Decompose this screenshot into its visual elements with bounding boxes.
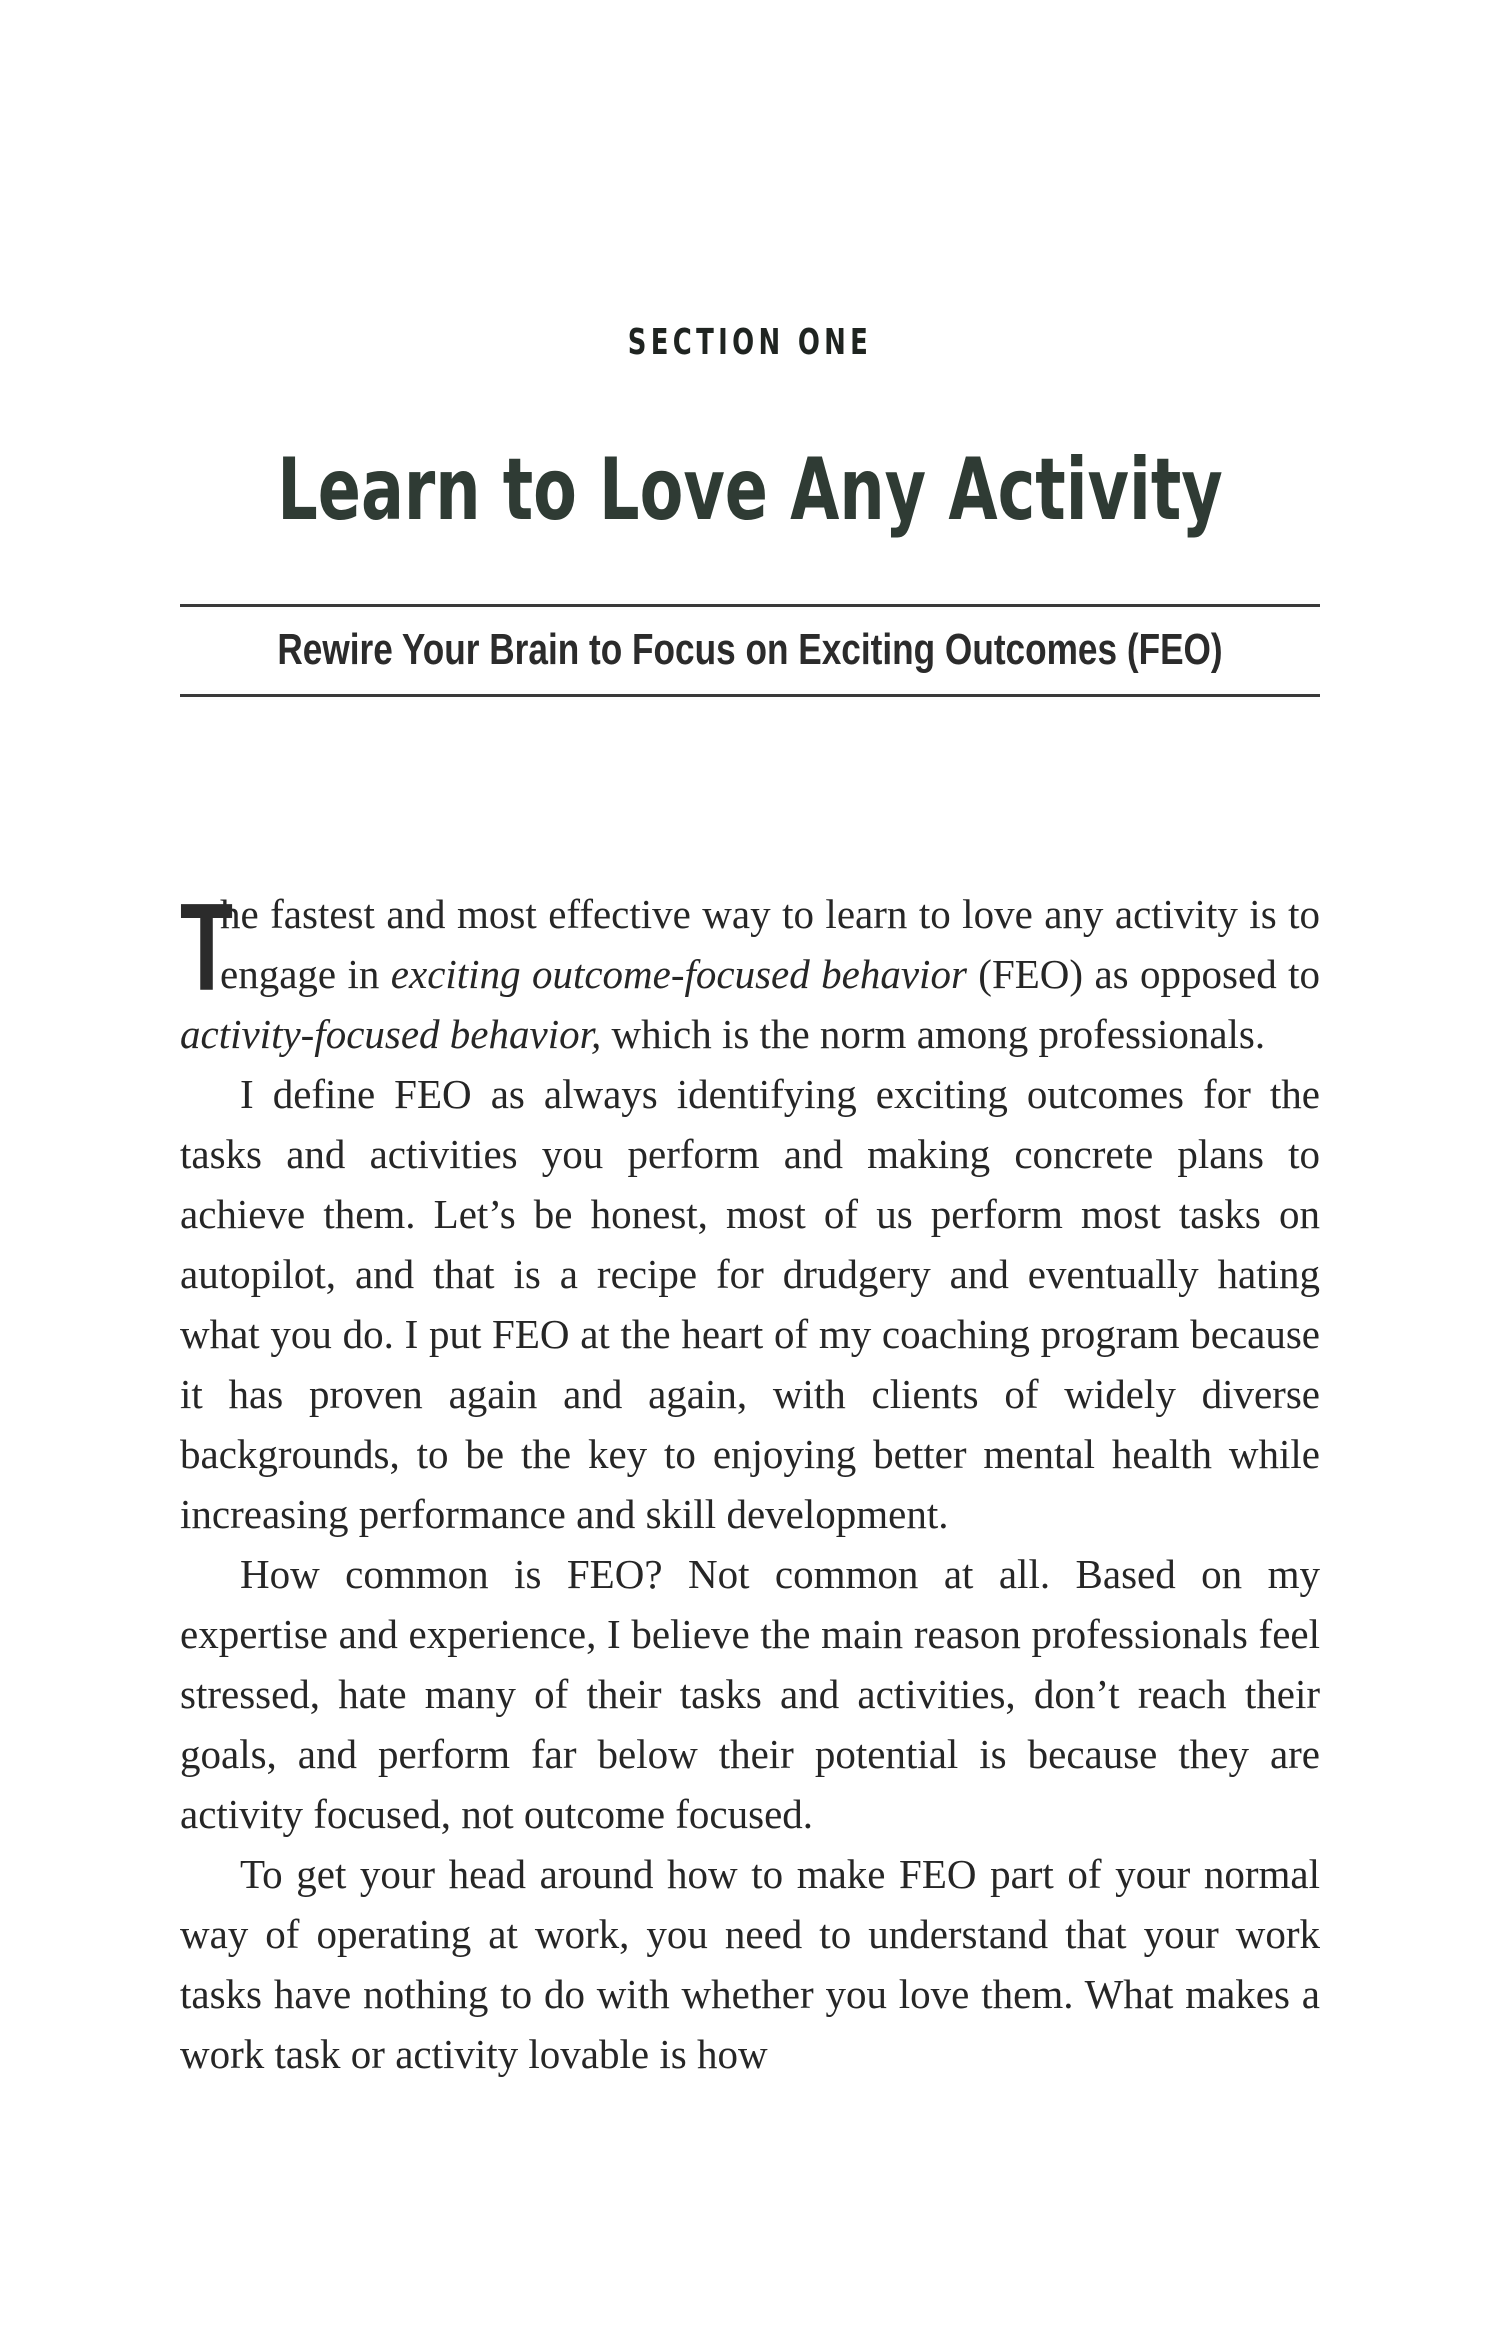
section-label: SECTION ONE — [627, 322, 873, 363]
paragraph-1-text-a: he fastest and most effective way to learn to love any activity is to engage in — [220, 891, 1320, 997]
subtitle-bottom-rule — [180, 694, 1320, 697]
paragraph-3: How common is FEO? Not common at all. Based on my expertise and experience, I believe the main reason professionals feel stressed, hate many of their tasks and activities, don’t reach their goals, and perform far below their potential is because they are activity focused, not outcome focused. — [180, 1551, 1320, 1837]
paragraph-4: To get your head around how to make FEO part of your normal way of operating at work, you need to understand that your work tasks have nothing to do with whether you love them. What makes a work task or activity lovable is how — [180, 1851, 1320, 2077]
body-text — [180, 879, 1320, 2084]
paragraph-1-text-b: (FEO) as opposed to — [966, 951, 1320, 997]
drop-cap: T — [180, 879, 234, 1017]
chapter-subtitle: Rewire Your Brain to Focus on Exciting Outcomes (FEO) — [277, 625, 1223, 674]
subtitle-top-rule — [180, 604, 1320, 607]
chapter-title: Learn to Love Any Activity — [277, 440, 1223, 540]
paragraph-1-emphasis-b: activity-focused behavior, — [180, 1011, 602, 1057]
paragraph-1 — [180, 879, 1320, 1064]
paragraph-2: I define FEO as always identifying exciting outcomes for the tasks and activities you perform and making concrete plans to achieve them. Let’s be honest, most of us perform most tasks on autopilot, and that is a recipe for drudgery and eventually hating what you do. I put FEO at the heart of my coaching program because it has proven again and again, with clients of widely diverse backgrounds, to be the key to enjoying better mental health while increasing performance and skill development. — [180, 1071, 1320, 1537]
paragraph-1-emphasis-a: exciting outcome-focused behavior — [390, 951, 967, 997]
paragraph-1-text-c: which is the norm among professionals. — [601, 1011, 1266, 1057]
